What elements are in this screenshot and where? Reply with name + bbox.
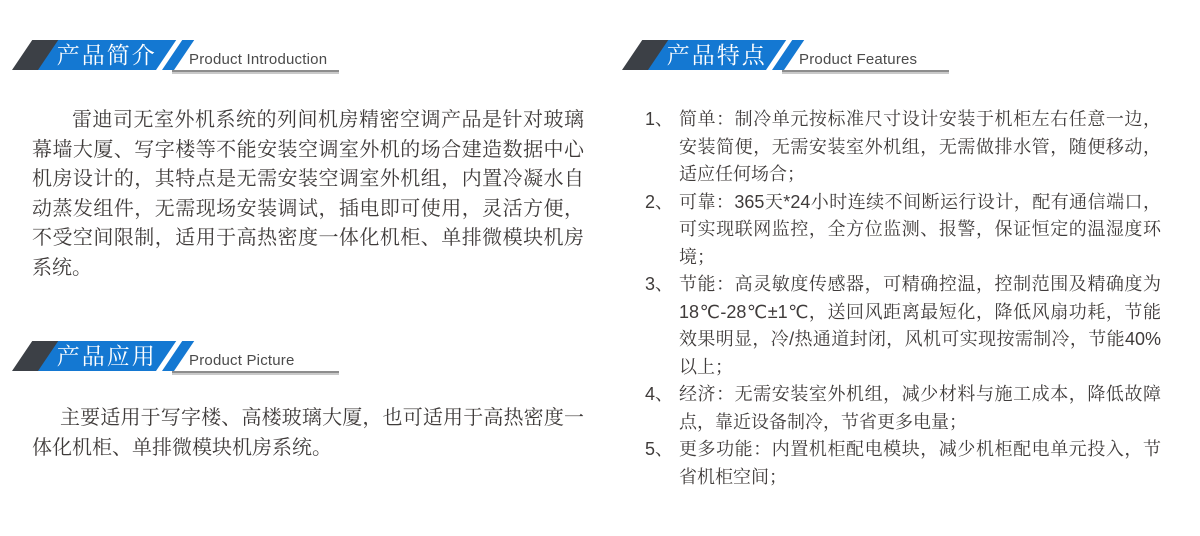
section-header-application bbox=[12, 341, 592, 371]
features-list bbox=[645, 106, 1161, 491]
feature-item-text: 更多功能：内置机柜配电模块，减少机柜配电单元投入，节省机柜空间； bbox=[679, 439, 1161, 487]
introduction-paragraph: 雷迪司无室外机系统的列间机房精密空调产品是针对玻璃幕墙大厦、写字楼等不能安装空调室外机的场合建造数据中心机房设计的，其特点是无需安装空调室外机组，内置冷凝水自动蒸发组件，无需现场安装调试，插电即可使用，灵活方便，不受空间限制，适用于高热密度一体化机柜、单排微模块机房系统。 bbox=[32, 109, 584, 279]
feature-item bbox=[645, 271, 1161, 381]
feature-item-text: 可靠：365天*24小时连续不间断运行设计，配有通信端口，可实现联网监控，全方位监测、报警，保证恒定的温湿度环境； bbox=[679, 191, 1161, 267]
section-title-zh: 产品特点 bbox=[667, 41, 768, 68]
feature-item-number: 1、 bbox=[645, 109, 674, 129]
feature-item-text: 简单：制冷单元按标准尺寸设计安装于机柜左右任意一边，安装简便，无需安装室外机组，无需做排水管，随便移动，适应任何场合； bbox=[679, 109, 1161, 184]
section-title-en: Product Introduction bbox=[189, 51, 328, 68]
feature-item bbox=[645, 106, 1161, 189]
feature-item-text: 经济：无需安装室外机组，减少材料与施工成本，降低故障点，靠近设备制冷，节省更多电量； bbox=[679, 384, 1161, 432]
section-header-features bbox=[622, 40, 1200, 70]
section-title-en: Product Picture bbox=[189, 352, 295, 369]
feature-item bbox=[645, 436, 1161, 491]
feature-item-number: 4、 bbox=[645, 384, 674, 404]
title-underline-divider bbox=[172, 70, 339, 72]
blue-banner bbox=[648, 40, 786, 70]
application-paragraph: 主要适用于写字楼、高楼玻璃大厦，也可适用于高热密度一体化机柜、单排微模块机房系统。 bbox=[32, 407, 584, 459]
section-title-zh: 产品应用 bbox=[57, 342, 158, 369]
feature-item-text: 节能：高灵敏度传感器，可精确控温，控制范围及精确度为18℃-28℃±1℃，送回风距离最短化，降低风扇功耗，节能效果明显，冷/热通道封闭，风机可实现按需制冷，节能40%以上； bbox=[679, 274, 1161, 377]
title-underline-divider bbox=[782, 70, 949, 72]
feature-item bbox=[645, 189, 1161, 272]
blue-banner bbox=[38, 341, 176, 371]
feature-item bbox=[645, 381, 1161, 436]
feature-item-number: 5、 bbox=[645, 439, 674, 459]
section-header-introduction bbox=[12, 40, 592, 70]
section-title-en: Product Features bbox=[799, 51, 918, 68]
feature-item-number: 3、 bbox=[645, 274, 674, 294]
title-underline-divider bbox=[172, 371, 339, 373]
section-title-zh: 产品简介 bbox=[57, 41, 158, 68]
feature-item-number: 2、 bbox=[645, 191, 674, 212]
blue-banner bbox=[38, 40, 176, 70]
